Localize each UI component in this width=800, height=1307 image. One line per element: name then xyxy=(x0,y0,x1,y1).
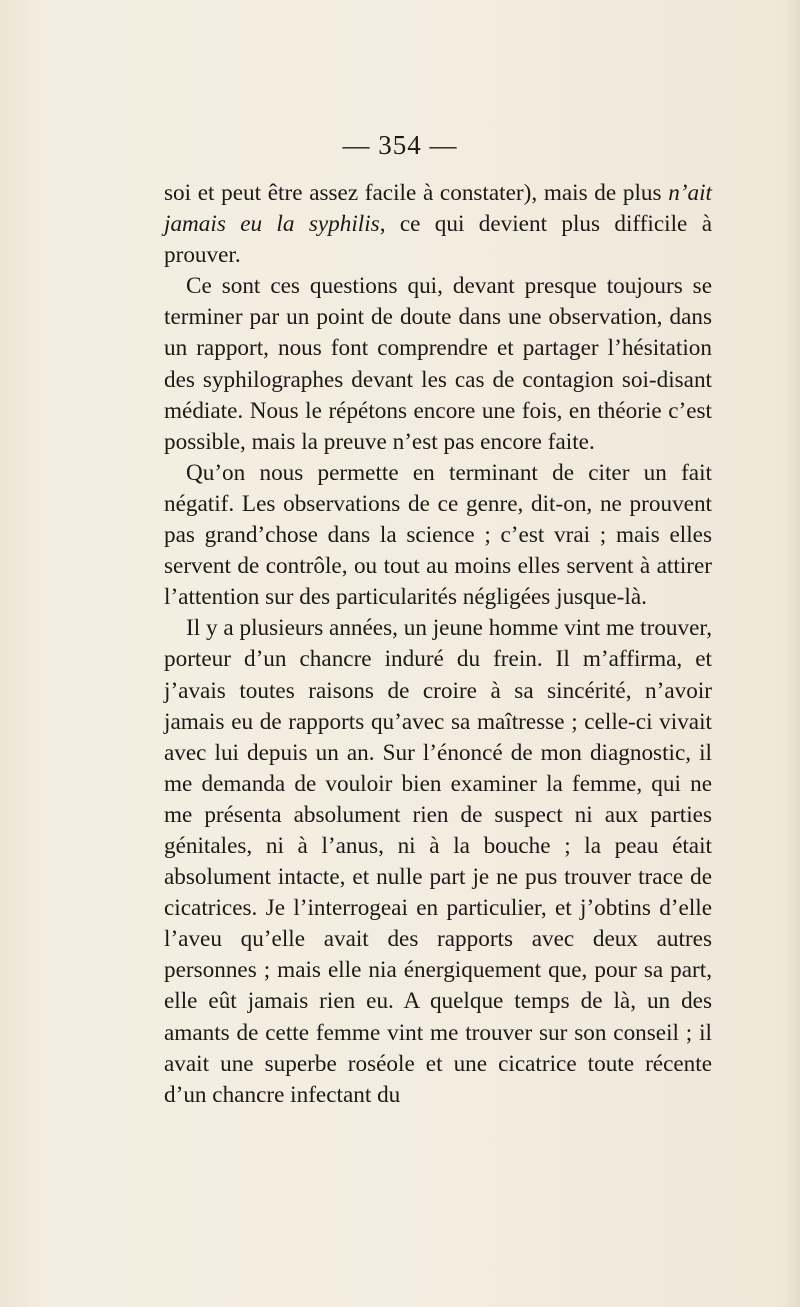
body-text xyxy=(164,178,712,1111)
paragraph-2: Ce sont ces questions qui, devant presque toujours se terminer par un point de doute dans une observation, dans un rapport, nous font comprendre et partager l’hésitation des syphilographes devant les cas de contagion soi-disant médiate. Nous le répétons encore une fois, en théorie c’est possible, mais la preuve n’est pas encore faite. xyxy=(164,273,712,455)
paragraph-1 xyxy=(164,178,712,271)
italic-phrase: n’ait jamais eu la syphilis xyxy=(164,180,712,238)
paragraph-3: Qu’on nous permette en terminant de citer un fait négatif. Les observations de ce genre, dit-on, ne prouvent pas grand’chose dans la science ; c’est vrai ; mais elles servent de contrôle, ou tout au moins elles servent à attirer l’attention sur des particularités négligées jusque-là. xyxy=(164,459,712,611)
paragraph-1-end: , ce qui devient plus difficile à prouver. xyxy=(164,211,712,269)
page-number: — 354 — xyxy=(342,130,458,160)
page-edge-shadow xyxy=(782,0,800,1307)
paragraph-4: Il y a plusieurs années, un jeune homme vint me trouver, porteur d’un chancre induré du frein. Il m’affirma, et j’avais toutes raisons de croire à sa sincérité, n’avoir jamais eu de rapports qu’avec sa maîtresse ; celle-ci vivait avec lui depuis un an. Sur l’énoncé de mon diagnostic, il me demanda de vouloir bien examiner la femme, qui ne me présenta absolument rien de suspect ni aux parties génitales, ni à l’anus, ni à la bouche ; la peau était absolument intacte, et nulle part je ne pus trouver trace de cicatrices. Je l’interrogeai en particulier, et j’obtins d’elle l’aveu qu’elle avait des rapports avec deux autres personnes ; mais elle nia énergiquement que, pour sa part, elle eût jamais rien eu. A quelque temps de là, un des amants de cette femme vint me trouver sur son conseil ; il avait une superbe roséole et une cicatrice toute récente d’un chancre infectant du xyxy=(164,615,712,1108)
paragraph-1-start: soi et peut être assez facile à constater), mais de plus xyxy=(164,180,669,206)
